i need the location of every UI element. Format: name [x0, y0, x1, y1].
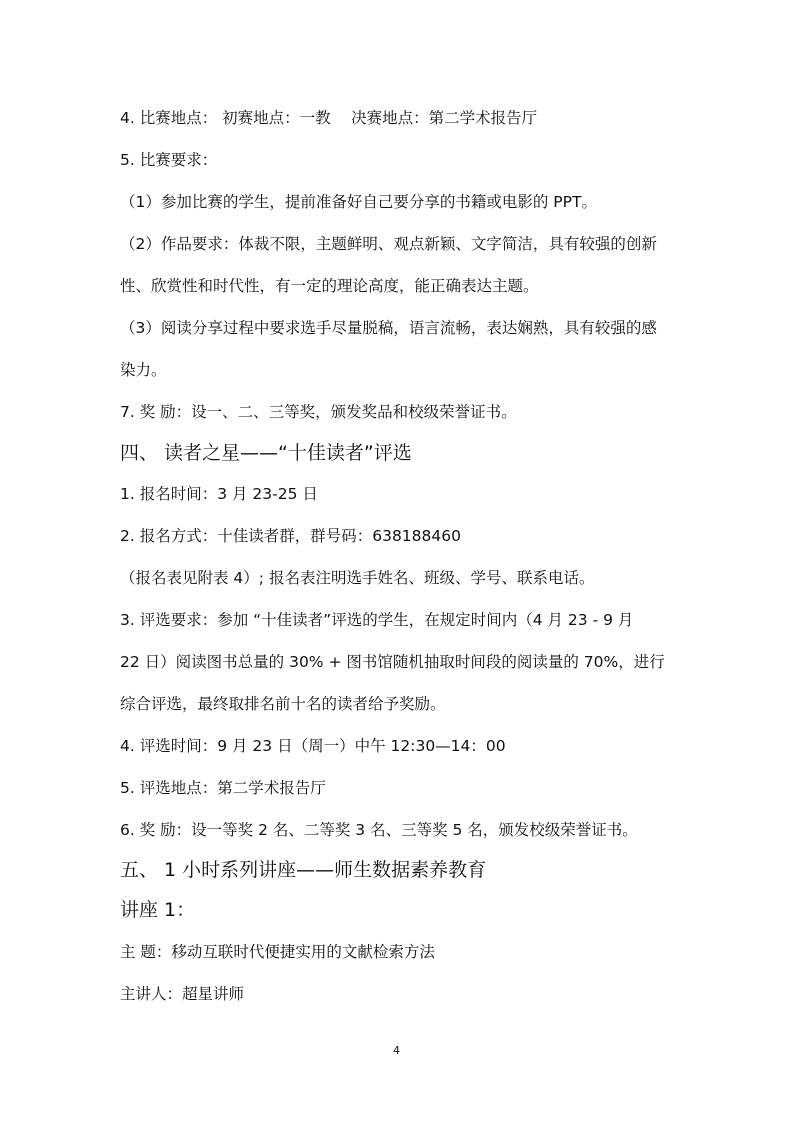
- text-line: 主讲人：超星讲师: [120, 985, 245, 1003]
- page-number: 4: [393, 1044, 400, 1057]
- text-line: 6. 奖 励：设一等奖 2 名、二等奖 3 名、三等奖 5 名，颁发校级荣誉证书。: [120, 821, 638, 839]
- text-line: （报名表见附表 4）; 报名表注明选手姓名、班级、学号、联系电话。: [120, 569, 595, 587]
- section-heading: 五、 1 小时系列讲座——师生数据素养教育: [120, 859, 487, 881]
- section-heading: 四、 读者之星——“十佳读者”评选: [120, 442, 412, 464]
- text-line: 4. 比赛地点： 初赛地点：一教 决赛地点：第二学术报告厅: [120, 109, 538, 127]
- text-line: 3. 评选要求：参加 “十佳读者”评选的学生，在规定时间内（4 月 23 - 9 月: [120, 611, 634, 629]
- text-line: 5. 比赛要求：: [120, 151, 218, 169]
- text-line: 染力。: [120, 361, 167, 379]
- text-line: 5. 评选地点：第二学术报告厅: [120, 779, 326, 797]
- text-line: 7. 奖 励：设一、二、三等奖，颁发奖品和校级荣誉证书。: [120, 403, 517, 421]
- subsection-heading: 讲座 1：: [120, 899, 196, 921]
- text-line: 性、欣赏性和时代性，有一定的理论高度，能正确表达主题。: [120, 277, 539, 295]
- text-line: 2. 报名方式：十佳读者群，群号码：638188460: [120, 527, 461, 545]
- text-line: （3）阅读分享过程中要求选手尽量脱稿，语言流畅，表达娴熟，具有较强的感: [120, 319, 657, 337]
- text-line: （1）参加比赛的学生，提前准备好自己要分享的书籍或电影的 PPT。: [120, 193, 597, 211]
- text-line: 4. 评选时间：9 月 23 日（周一）中午 12:30—14：00: [120, 737, 506, 755]
- text-line: （2）作品要求：体裁不限，主题鲜明、观点新颖、文字简洁，具有较强的创新: [120, 235, 657, 253]
- text-line: 主 题：移动互联时代便捷实用的文献检索方法: [120, 943, 435, 961]
- text-line: 综合评选，最终取排名前十名的读者给予奖励。: [120, 695, 446, 713]
- text-line: 22 日）阅读图书总量的 30% + 图书馆随机抽取时间段的阅读量的 70%，进行: [120, 653, 665, 671]
- text-line: 1. 报名时间：3 月 23-25 日: [120, 485, 318, 503]
